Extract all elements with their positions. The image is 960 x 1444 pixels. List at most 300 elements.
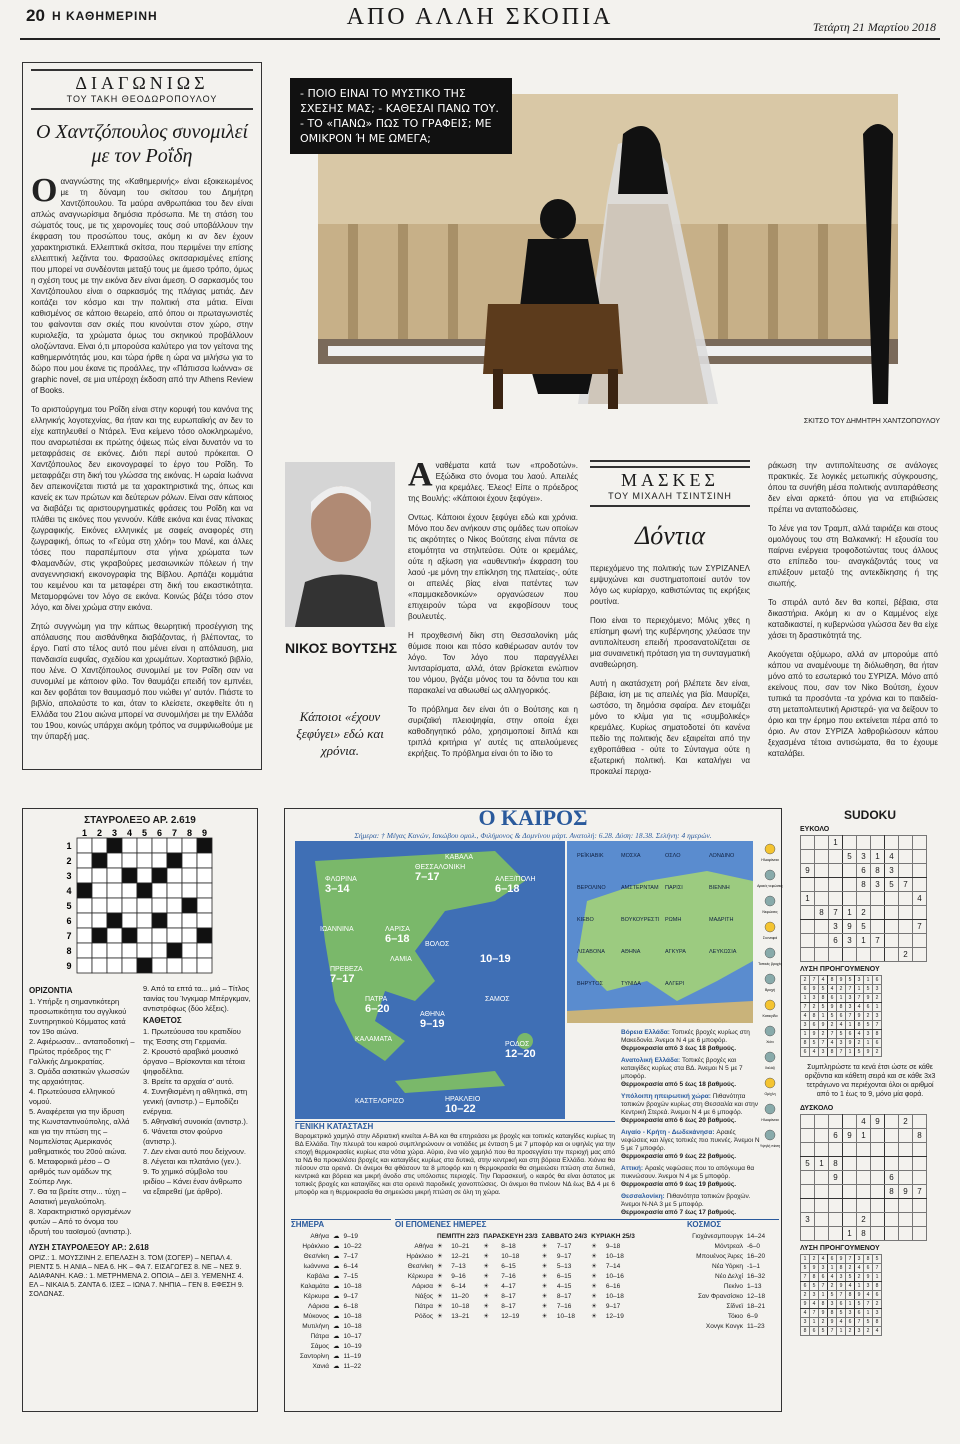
crossword-cell[interactable] [92, 943, 107, 958]
article-paragraph: Ποιο είναι το περιεχόμενο; Μόλις χθες η επίσημη φωνή της κυβέρνησης χλεύασε την αντιπολίτευση επειδή προσανατολίζεται σε μια συναινετική πρόταση για τη συνταγματική αναθεώρηση. [590, 616, 750, 669]
sudoku-cell[interactable] [885, 1227, 899, 1241]
crossword-cell[interactable] [167, 883, 182, 898]
sudoku-cell: 5 [885, 878, 899, 892]
sudoku-solution-cell: 3 [846, 1003, 855, 1012]
crossword-cell[interactable] [152, 958, 167, 973]
sudoku-solution-cell: 3 [846, 1309, 855, 1318]
sudoku-solution-cell: 4 [837, 1021, 846, 1030]
sudoku-cell[interactable] [913, 1143, 927, 1157]
sudoku-solution-cell: 5 [837, 1030, 846, 1039]
crossword-cell[interactable] [152, 883, 167, 898]
across-clue: 1. Υπήρξε η σημαντικότερη προσωπικότητα του αγγλικού Συντηρητικού Κόμματος κατά τον 19ο αιώνα. [29, 997, 127, 1036]
city-temp: 9–19 [343, 1232, 358, 1240]
next-days-row [395, 1271, 637, 1281]
crossword-cell[interactable] [197, 958, 212, 973]
sudoku-cell[interactable] [885, 920, 899, 934]
sudoku-cell[interactable] [829, 1213, 843, 1227]
crossword-cell[interactable] [137, 868, 152, 883]
city-name: Σαντορίνη [299, 1352, 329, 1360]
crossword-cell[interactable] [182, 868, 197, 883]
crossword-cell[interactable] [137, 928, 152, 943]
sudoku-cell[interactable] [913, 864, 927, 878]
sudoku-cell[interactable] [913, 850, 927, 864]
sudoku-cell[interactable] [843, 1171, 857, 1185]
europe-city-name: ΜΑΔΡΙΤΗ [709, 917, 734, 923]
across-clue: 5. Αναφέρεται για την ίδρυση της Κωνσταντινούπολης, αλλά και για την πτώση της – Νομπελίστας Αμερικανός μαθηματικός του 20ού αιώνα. [29, 1107, 130, 1156]
down-clue: 7. Δεν είναι αυτό που δείχνουν. [143, 1147, 247, 1156]
sudoku-cell[interactable] [913, 836, 927, 850]
sudoku-cell[interactable] [815, 892, 829, 906]
sudoku-cell[interactable] [815, 1213, 829, 1227]
sudoku-cell[interactable] [843, 864, 857, 878]
crossword-cell[interactable] [122, 913, 137, 928]
crossword-block [137, 883, 152, 898]
sudoku-cell[interactable] [815, 1171, 829, 1185]
sudoku-cell[interactable] [801, 1185, 815, 1199]
crossword-cell[interactable] [182, 913, 197, 928]
sudoku-cell: 7 [899, 878, 913, 892]
sudoku-cell[interactable] [843, 1143, 857, 1157]
legend-label: Βροχή [765, 988, 775, 992]
weather-icon: ☀ [541, 1303, 548, 1310]
sudoku-cell[interactable] [899, 864, 913, 878]
sudoku-cell[interactable] [801, 1129, 815, 1143]
sudoku-cell[interactable] [815, 920, 829, 934]
sudoku-solution-cell: 8 [819, 994, 828, 1003]
sudoku-cell[interactable] [843, 1199, 857, 1213]
sudoku-hard-grid[interactable] [800, 1114, 927, 1241]
crossword-cell[interactable] [182, 928, 197, 943]
sudoku-cell[interactable] [815, 1129, 829, 1143]
sudoku-cell[interactable] [843, 892, 857, 906]
sudoku-cell[interactable] [885, 1143, 899, 1157]
sudoku-cell[interactable] [801, 836, 815, 850]
sudoku-cell[interactable] [801, 906, 815, 920]
crossword-col-number: 8 [186, 828, 193, 838]
crossword-cell[interactable] [167, 838, 182, 853]
sudoku-cell: 1 [857, 934, 871, 948]
sudoku-cell: 7 [913, 1185, 927, 1199]
sudoku-cell[interactable] [899, 850, 913, 864]
city-name: Καβάλα [306, 1272, 329, 1280]
sudoku-cell[interactable] [801, 850, 815, 864]
legend-label: Νεφώσεις [762, 910, 778, 914]
sudoku-solution-cell: 1 [801, 1030, 810, 1039]
sudoku-cell: 5 [801, 1157, 815, 1171]
sudoku-cell[interactable] [885, 1213, 899, 1227]
sudoku-solution-cell: 1 [801, 994, 810, 1003]
crossword-cell[interactable] [107, 898, 122, 913]
crossword-row-number: 1 [66, 841, 72, 851]
sudoku-cell[interactable] [801, 1115, 815, 1129]
sudoku-cell[interactable] [843, 878, 857, 892]
sudoku-cell[interactable] [829, 1227, 843, 1241]
crossword-cell[interactable] [122, 838, 137, 853]
crossword-cell[interactable] [137, 853, 152, 868]
sudoku-cell[interactable] [899, 1157, 913, 1171]
sudoku-solution-cell: 2 [864, 1327, 873, 1336]
city-name: Λάρισα [411, 1282, 433, 1290]
sudoku-solution-cell: 4 [846, 1282, 855, 1291]
sudoku-cell[interactable] [885, 836, 899, 850]
crossword-cell[interactable] [182, 853, 197, 868]
sudoku-cell[interactable] [815, 1143, 829, 1157]
crossword-cell[interactable] [152, 928, 167, 943]
sudoku-cell[interactable] [885, 906, 899, 920]
sudoku-cell[interactable] [829, 878, 843, 892]
crossword-cell[interactable] [122, 898, 137, 913]
day-header: ΚΥΡΙΑΚΗ 25/3 [591, 1232, 635, 1240]
world-row [687, 1291, 767, 1301]
crossword-cell[interactable] [107, 853, 122, 868]
sudoku-cell[interactable] [857, 1185, 871, 1199]
today-row [291, 1231, 364, 1241]
sudoku-cell: 3 [857, 850, 871, 864]
sudoku-cell[interactable] [871, 1199, 885, 1213]
crossword-cell[interactable] [197, 913, 212, 928]
crossword-cell[interactable] [137, 943, 152, 958]
sudoku-cell[interactable] [885, 948, 899, 962]
sudoku-cell[interactable] [857, 1143, 871, 1157]
sudoku-cell[interactable] [829, 1199, 843, 1213]
sudoku-solution-cell: 8 [873, 1282, 882, 1291]
sudoku-solution-cell: 8 [846, 1291, 855, 1300]
sudoku-cell[interactable] [899, 906, 913, 920]
sudoku-cell[interactable] [913, 948, 927, 962]
city-temp: 12–19 [501, 1312, 520, 1320]
crossword-cell[interactable] [107, 928, 122, 943]
city-temp: 8–18 [501, 1242, 516, 1250]
sudoku-cell[interactable] [829, 948, 843, 962]
map-city-temp: 10–19 [480, 953, 511, 965]
sudoku-prev-solution [800, 975, 882, 1057]
crossword-cell[interactable] [122, 853, 137, 868]
crossword-cell[interactable] [137, 898, 152, 913]
crossword-cell[interactable] [77, 928, 92, 943]
city-temp: 14–24 [747, 1232, 766, 1240]
sudoku-solution-cell: 8 [837, 1264, 846, 1273]
sudoku-cell[interactable] [871, 948, 885, 962]
across-clue: 7. Θα τα βρείτε στην... τύχη – Ασιατική μεγαλούπολη. [29, 1187, 127, 1206]
crossword-cell[interactable] [197, 943, 212, 958]
city-name: Γιοχάνεσμπουργκ [692, 1232, 743, 1240]
sudoku-cell[interactable] [899, 934, 913, 948]
sudoku-cell[interactable] [899, 1129, 913, 1143]
weather-saints: Σήμερα: † Μέγας Κανών, Ιακώβου ομολ., Φιλήμονος & Δομνίνου μάρτ. Ανατολή: 6.28. Δύση: 18.38. Σελήνη: 4 ημερών. [354, 831, 712, 840]
sudoku-cell[interactable] [885, 1115, 899, 1129]
world-row [687, 1271, 767, 1281]
today-row [291, 1291, 364, 1301]
sudoku-solution-cell: 1 [846, 1300, 855, 1309]
crossword-cell[interactable] [197, 883, 212, 898]
sudoku-cell[interactable] [871, 1129, 885, 1143]
city-temp: 11–19 [343, 1352, 362, 1360]
crossword-grid[interactable] [65, 828, 215, 980]
sudoku-cell[interactable] [899, 1227, 913, 1241]
crossword-cell[interactable] [77, 868, 92, 883]
crossword-cell[interactable] [122, 958, 137, 973]
crossword-cell[interactable] [107, 958, 122, 973]
down-clue: 4. Συνηθισμένη η αθλητικά, στη γενική (αντιστρ.) – Εμποδίζει ενέργεια. [143, 1087, 248, 1116]
world-row [687, 1241, 767, 1251]
sudoku-solution-cell: 6 [864, 1003, 873, 1012]
sudoku-cell[interactable] [857, 1157, 871, 1171]
city-temp: 13–21 [451, 1312, 470, 1320]
sudoku-cell[interactable] [829, 1185, 843, 1199]
city-temp: 6–16 [605, 1282, 621, 1290]
sudoku-solution-cell: 7 [819, 1039, 828, 1048]
crossword-cell[interactable] [107, 883, 122, 898]
crossword-cell[interactable] [122, 943, 137, 958]
sudoku-cell[interactable] [843, 836, 857, 850]
sudoku-cell[interactable] [815, 864, 829, 878]
weather-icon: ☀ [541, 1253, 548, 1260]
sudoku-cell[interactable] [801, 878, 815, 892]
sudoku-cell[interactable] [843, 1185, 857, 1199]
sudoku-cell[interactable] [899, 920, 913, 934]
crossword-block [137, 958, 152, 973]
crossword-cell[interactable] [77, 958, 92, 973]
sudoku-solution-cell: 1 [819, 1012, 828, 1021]
sudoku-cell[interactable] [815, 934, 829, 948]
sudoku-cell: 5 [843, 850, 857, 864]
sudoku-solution-cell: 6 [801, 1048, 810, 1057]
crossword-cell[interactable] [137, 838, 152, 853]
sudoku-solution-cell: 2 [810, 1003, 819, 1012]
crossword-cell[interactable] [92, 883, 107, 898]
sudoku-cell[interactable] [843, 1157, 857, 1171]
city-temp: 12–18 [747, 1292, 766, 1300]
article-paragraph: Αυτή η ακατάσχετη ροή βλέπετε δεν είναι, βέβαια, ίση με τις απειλές για βία. Μαυρίζει, ωστόσο, τη δημόσια σφαίρα. Δεν ετοιμάζει μόνο το κλίμα για τις «συμβολικές» κρεμάλες. Κυρίως σηματοδοτεί ότι κανένα πεδίο της πολιτικής δεν εξαιρείται από την εχθροπάθεια - ούτε το Σύνταγμα ούτε η εξωτερική πολιτική. Και καταλήγει να προκαλεί περιχα- [590, 679, 750, 776]
sudoku-cell[interactable] [815, 948, 829, 962]
crossword-cell[interactable] [152, 853, 167, 868]
crossword-cell[interactable] [197, 868, 212, 883]
sudoku-cell[interactable] [913, 1115, 927, 1129]
crossword-cell[interactable] [167, 913, 182, 928]
sudoku-cell[interactable] [815, 850, 829, 864]
sudoku-cell[interactable] [801, 1227, 815, 1241]
sudoku-cell[interactable] [871, 920, 885, 934]
greece-weather-map [295, 841, 565, 1119]
sudoku-cell[interactable] [913, 1199, 927, 1213]
sudoku-solution-cell: 3 [810, 994, 819, 1003]
sudoku-solution-cell: 4 [828, 985, 837, 994]
sudoku-cell[interactable] [913, 1227, 927, 1241]
sudoku-solution-cell: 3 [801, 1318, 810, 1327]
sudoku-cell[interactable] [843, 1115, 857, 1129]
sudoku-easy-grid[interactable] [800, 835, 927, 962]
crossword-cell[interactable] [152, 838, 167, 853]
crossword-cell[interactable] [197, 853, 212, 868]
sudoku-cell[interactable] [871, 1185, 885, 1199]
sudoku-cell[interactable] [829, 850, 843, 864]
sudoku-cell[interactable] [857, 1199, 871, 1213]
crossword-cell[interactable] [77, 853, 92, 868]
day-header: ΠΑΡΑΣΚΕΥΗ 23/3 [483, 1232, 538, 1240]
sudoku-solution-cell: 8 [873, 1030, 882, 1039]
sudoku-cell[interactable] [913, 1157, 927, 1171]
sudoku-cell[interactable] [885, 1199, 899, 1213]
crossword-block [122, 868, 137, 883]
crossword-cell[interactable] [152, 943, 167, 958]
legend-label: Ηλιοφάνεια [761, 1118, 779, 1122]
europe-city-name: ΑΘΗΝΑ [621, 949, 641, 955]
crossword-cell[interactable] [92, 868, 107, 883]
sudoku-cell[interactable] [871, 1213, 885, 1227]
sudoku-solution-cell: 9 [837, 1282, 846, 1291]
crossword-cell[interactable] [197, 898, 212, 913]
city-temp: 10–18 [556, 1312, 575, 1320]
sudoku-cell[interactable] [899, 892, 913, 906]
sudoku-cell[interactable] [857, 1171, 871, 1185]
sudoku-cell[interactable] [899, 1199, 913, 1213]
sudoku-solution-cell: 7 [828, 1327, 837, 1336]
sudoku-cell[interactable] [843, 1213, 857, 1227]
sudoku-cell[interactable] [871, 906, 885, 920]
sudoku-cell[interactable] [801, 1143, 815, 1157]
crossword-cell[interactable] [92, 898, 107, 913]
sudoku-cell[interactable] [913, 906, 927, 920]
sudoku-cell[interactable] [913, 1213, 927, 1227]
sudoku-solution-cell: 5 [819, 1003, 828, 1012]
city-temp: 10–18 [605, 1252, 624, 1260]
weather-icon: ☁ [333, 1283, 340, 1290]
region-forecast: Αττική: Αραιές νεφώσεις που το απόγευμα θα πυκνώσουν. Άνεμοι Ν 4 με 5 μποφόρ. Θερμοκρασία από 9 έως 19 βαθμούς. [621, 1165, 755, 1188]
crossword-row-number: 8 [66, 946, 72, 956]
sudoku-cell[interactable] [899, 1143, 913, 1157]
sudoku-cell[interactable] [871, 836, 885, 850]
sudoku-cell[interactable] [829, 892, 843, 906]
sudoku-cell[interactable] [913, 1171, 927, 1185]
europe-city-name: ΒΕΡΟΛΙΝΟ [577, 885, 606, 891]
weather-icon: ☁ [333, 1243, 340, 1250]
sudoku-cell[interactable] [801, 948, 815, 962]
sudoku-cell[interactable] [885, 1157, 899, 1171]
crossword-cell[interactable] [77, 838, 92, 853]
crossword-cell[interactable] [152, 898, 167, 913]
city-temp: 10–18 [343, 1322, 362, 1330]
sudoku-cell[interactable] [871, 1143, 885, 1157]
weather-icon: ☀ [483, 1293, 490, 1300]
crossword-block [197, 928, 212, 943]
city-temp: 9–18 [605, 1242, 621, 1250]
crossword-cell[interactable] [167, 898, 182, 913]
sudoku-cell[interactable] [885, 934, 899, 948]
legend-icon [765, 1052, 775, 1062]
sudoku-cell[interactable] [885, 1129, 899, 1143]
sudoku-cell[interactable] [801, 920, 815, 934]
crossword-cell[interactable] [182, 958, 197, 973]
legend-icon [765, 1130, 775, 1140]
article-paragraph: Ζητώ συγγνώμη για την κάπως θεωρητική προσέγγιση της απόλαυσης που αισθάνθηκα διαβάζοντας, ή βλέποντας, το έργο. Γιατί στο τέλος αυτό που μένει είναι η απόλαυση, μια πανδαισία ευφυΐας, σχεδίου και χρωμάτων. Χορταστικό βιβλίο, που λένε. Ο Χαντζόπουλος συνομιλεί με τον Ροΐδη σαν να συνομιλεί με κάποιον φίλο. Τον θαυμάζει επειδή τον εμπνέει, και δεν φοβάται τον θαυμασμό που νιώθει γι' αυτόν. Πιάστε το βιβλίο, απολαύστε το και, όταν το κλείσετε, σκεφθείτε ότι η Ελλάδα του 21ου αιώνα μπορεί να συνομιλήσει με την Ελλάδα του 19ου, κοινώς υπάρχει ακόμη τρόπος να συμφιλιωθούμε με την ύπαρξή μας. [31, 622, 253, 741]
sudoku-cell[interactable] [815, 878, 829, 892]
weather-icon: ☀ [591, 1273, 597, 1280]
crossword-cell[interactable] [92, 913, 107, 928]
sudoku-cell[interactable] [829, 864, 843, 878]
sudoku-solution-cell: 8 [864, 1255, 873, 1264]
city-temp: 10–21 [451, 1242, 470, 1250]
column-byline: ΤΟΥ ΤΑΚΗ ΘΕΟΔΩΡΟΠΟΥΛΟΥ [31, 94, 253, 110]
sudoku-cell[interactable] [899, 836, 913, 850]
sudoku-cell[interactable] [801, 934, 815, 948]
sudoku-cell[interactable] [815, 836, 829, 850]
map-city-name: ΛΑΡΙΣΑ [385, 926, 410, 933]
crossword-cell[interactable] [182, 883, 197, 898]
crossword-cell[interactable] [77, 898, 92, 913]
city-temp: 10–18 [501, 1252, 520, 1260]
sudoku-cell[interactable] [899, 1171, 913, 1185]
sudoku-cell[interactable] [899, 1213, 913, 1227]
city-temp: -1–1 [747, 1262, 761, 1270]
sudoku-cell[interactable] [815, 1115, 829, 1129]
sudoku-cell[interactable] [871, 1227, 885, 1241]
sudoku-cell[interactable] [829, 1143, 843, 1157]
sudoku-cell: 9 [871, 1115, 885, 1129]
down-clue: 8. Λέγεται και πλατάνιο (γεν.). [143, 1157, 242, 1166]
sudoku-cell[interactable] [913, 878, 927, 892]
sudoku-cell[interactable] [815, 1185, 829, 1199]
crossword-cell[interactable] [167, 928, 182, 943]
weather-icon: ☀ [591, 1263, 597, 1270]
sudoku-cell[interactable] [885, 892, 899, 906]
crossword-cell[interactable] [107, 868, 122, 883]
crossword-cell[interactable] [77, 943, 92, 958]
crossword-cell[interactable] [167, 868, 182, 883]
sudoku-solution-cell: 6 [810, 1327, 819, 1336]
weather-icon: ☁ [333, 1313, 340, 1320]
sudoku-cell[interactable] [829, 1115, 843, 1129]
sudoku-cell[interactable] [815, 1199, 829, 1213]
sudoku-solution-cell: 6 [864, 1264, 873, 1273]
across-clue: 3. Ομάδα ασιατικών γλωσσών της αρχαιότητας. [29, 1067, 130, 1086]
sudoku-cell[interactable] [843, 948, 857, 962]
europe-city-name: ΟΣΛΟ [665, 853, 681, 859]
sudoku-solution-cell: 6 [837, 1012, 846, 1021]
sudoku-cell[interactable] [815, 1227, 829, 1241]
sudoku-cell[interactable] [801, 1199, 815, 1213]
sudoku-cell[interactable] [871, 892, 885, 906]
crossword-cell[interactable] [92, 838, 107, 853]
sudoku-solution-cell: 5 [819, 1327, 828, 1336]
next-days-table [395, 1231, 637, 1321]
crossword-cell[interactable] [167, 958, 182, 973]
crossword-cell[interactable] [92, 958, 107, 973]
sudoku-cell[interactable] [913, 934, 927, 948]
crossword-cell[interactable] [182, 943, 197, 958]
legend-icon [765, 896, 775, 906]
crossword-cell[interactable] [107, 943, 122, 958]
sudoku-cell[interactable] [857, 892, 871, 906]
sudoku-cell[interactable] [871, 1171, 885, 1185]
sudoku-cell[interactable] [871, 1157, 885, 1171]
crossword-cell[interactable] [122, 883, 137, 898]
sudoku-solution-cell: 7 [855, 1318, 864, 1327]
europe-city-name: ΑΜΣΤΕΡΝΤΑΜ [621, 885, 659, 891]
sudoku-cell[interactable] [857, 948, 871, 962]
sudoku-cell[interactable] [801, 1171, 815, 1185]
crossword-cell[interactable] [182, 838, 197, 853]
today-heading: ΣΗΜΕΡΑ [291, 1219, 391, 1229]
crossword-cell[interactable] [77, 913, 92, 928]
crossword-row-number: 5 [66, 901, 72, 911]
article-paragraph: Ακούγεται οξύμωρο, αλλά αν μπορούμε από κάπου να αναμένουμε τη διόλωθηση, θα ήταν μόνο από το εσωτερικό του ΣΥΡΙΖΑ. Μόνο από εκείνους που, σαν τον Νίκο Βούτση, έχουν τυπικά τα προσόντα -τα χρόνια και το παιδεία- στη μεταπολιτευτική Αριστερά- για να δείξουν το όριο και την έρημο που εκτείνεται πέρα από το όριο. Αν στον ΣΥΡΙΖΑ λαθροβιώσουν κάπου ξεχασμένα τέτοια αντισώματα, θα το έχουμε καταλάβει. [768, 650, 938, 758]
crossword-cell[interactable] [137, 913, 152, 928]
sudoku-cell[interactable] [857, 836, 871, 850]
sudoku-solution-cell: 8 [810, 1012, 819, 1021]
sudoku-cell: 2 [899, 1115, 913, 1129]
sudoku-solution-cell: 1 [828, 1264, 837, 1273]
across-heading: ΟΡΙΖΟΝΤΙΑ [29, 986, 73, 995]
